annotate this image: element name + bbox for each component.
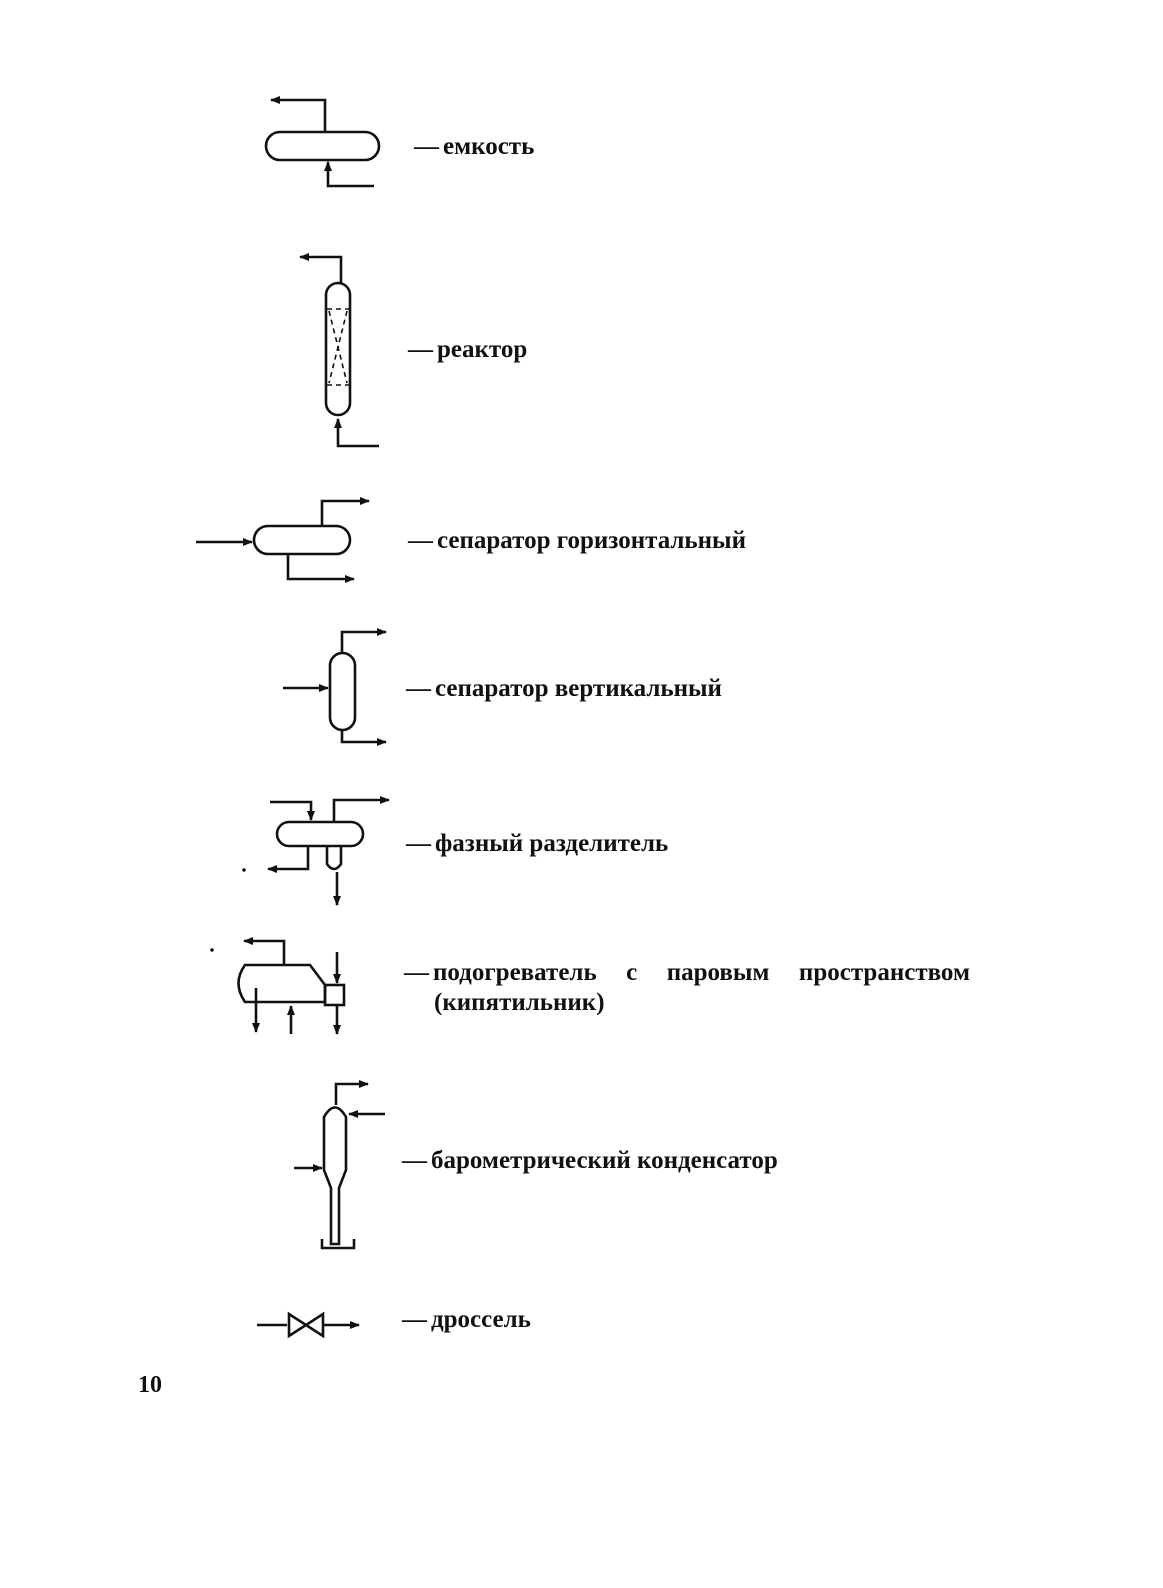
- phase-separator-label: — фазный разделитель: [406, 830, 669, 857]
- vessel-label: — емкость: [414, 133, 535, 160]
- horizontal-separator-gas-outlet-arrow: [322, 501, 369, 526]
- reactor-label: — реактор: [408, 336, 528, 363]
- phase-separator-light-outlet-arrow: [268, 846, 308, 869]
- horizontal-separator-label: — сепаратор горизонтальный: [408, 527, 746, 554]
- barometric-condenser-gas-outlet-arrow: [336, 1084, 368, 1105]
- reboiler-label: — подогреватель с паровым пространством (кипятильник): [404, 959, 970, 1016]
- phase-separator-boot: [327, 846, 341, 869]
- phase-separator-symbol: [242, 800, 389, 905]
- vertical-separator-symbol: [283, 632, 386, 742]
- barometric-condenser-label: — барометрический конденсатор: [402, 1147, 778, 1174]
- reactor-outlet-arrow: [300, 257, 341, 283]
- horizontal-separator-symbol: [196, 501, 369, 579]
- horizontal-separator-liquid-outlet-arrow: [288, 554, 354, 579]
- reboiler-label-line2: (кипятильник): [434, 989, 605, 1016]
- barometric-condenser-body: [324, 1108, 346, 1245]
- throttle-label: — дроссель: [402, 1306, 531, 1333]
- reactor-symbol: [300, 257, 379, 446]
- phase-separator-gas-outlet-arrow: [334, 800, 389, 822]
- reboiler-vapor-outlet-arrow: [244, 941, 284, 965]
- throttle-symbol: [257, 1314, 359, 1336]
- barometric-condenser-symbol: [294, 1084, 385, 1248]
- reboiler-shell: [239, 965, 326, 1002]
- reboiler-head: [325, 985, 344, 1005]
- vessel-symbol: [266, 100, 379, 186]
- vertical-separator-gas-outlet-arrow: [342, 632, 386, 653]
- vertical-separator-label: — сепаратор вертикальный: [406, 675, 722, 702]
- reboiler-symbol: [210, 941, 344, 1034]
- vertical-separator-liquid-outlet-arrow: [342, 730, 386, 742]
- throttle-valve-body: [289, 1314, 323, 1336]
- reactor-inlet-arrow: [338, 419, 379, 446]
- vessel-outlet-arrow: [271, 100, 325, 132]
- vessel-inlet-arrow: [328, 162, 374, 186]
- phase-separator-inlet-arrow: [270, 802, 311, 820]
- page-number: 10: [138, 1372, 162, 1398]
